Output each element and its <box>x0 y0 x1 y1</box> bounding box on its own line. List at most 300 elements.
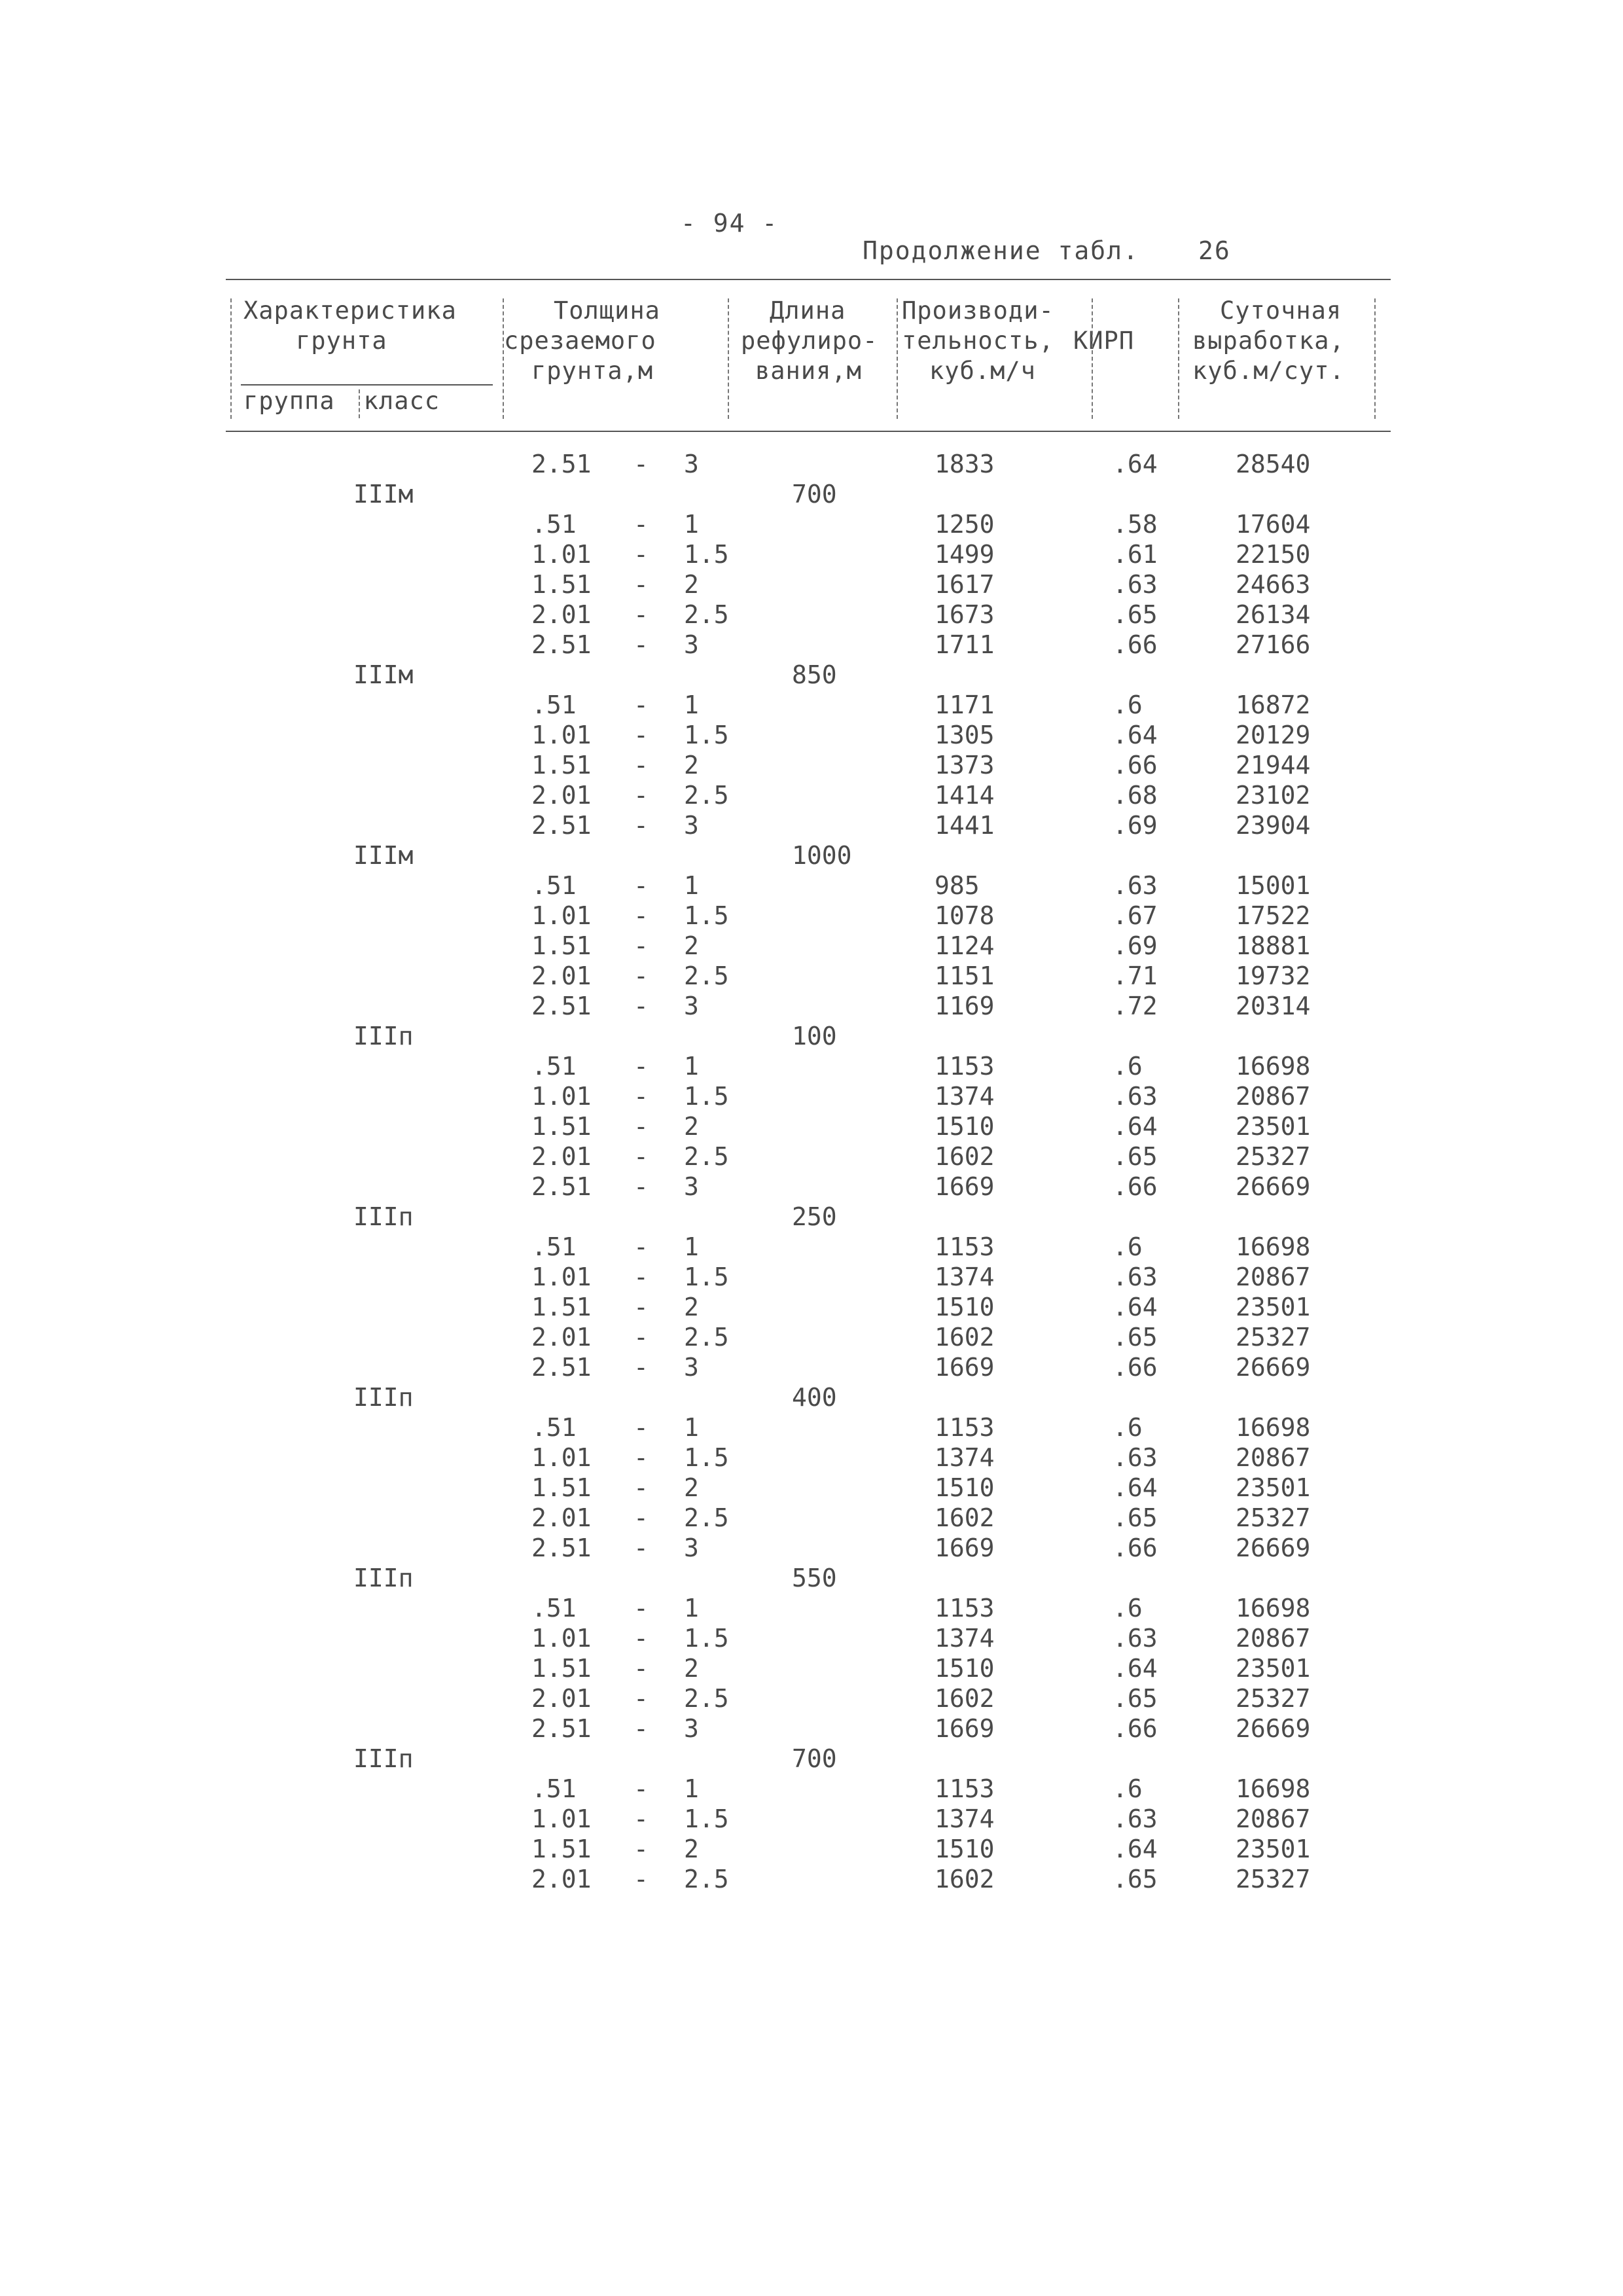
productivity-cell: 1153 <box>935 1052 995 1081</box>
table-number: 26 <box>1198 236 1231 265</box>
thickness-to-cell: 2 <box>684 1293 699 1321</box>
thickness-dash: - <box>633 1804 649 1833</box>
thickness-dash: - <box>633 811 649 840</box>
table-section-row <box>0 1744 1623 1774</box>
header-thickness-line2: срезаемого <box>504 327 656 355</box>
productivity-cell: 1669 <box>935 1353 995 1382</box>
kirp-cell: .66 <box>1113 1172 1158 1201</box>
kirp-cell: .64 <box>1113 450 1158 478</box>
thickness-from-cell: 2.51 <box>531 1534 592 1562</box>
pipeline-length-cell: 250 <box>792 1202 837 1231</box>
thickness-to-cell: 2.5 <box>684 1323 729 1352</box>
productivity-cell: 1673 <box>935 600 995 629</box>
thickness-dash: - <box>633 1112 649 1141</box>
thickness-to-cell: 1.5 <box>684 1624 729 1653</box>
productivity-cell: 1153 <box>935 1774 995 1803</box>
productivity-cell: 1669 <box>935 1714 995 1743</box>
thickness-dash: - <box>633 1323 649 1352</box>
table-top-rule <box>226 279 1391 280</box>
header-daily-output <box>1192 296 1345 386</box>
group-class-cell: IIIм <box>353 841 414 870</box>
thickness-from-cell: 2.51 <box>531 811 592 840</box>
productivity-cell: 1153 <box>935 1594 995 1623</box>
table-row <box>0 931 1623 961</box>
thickness-from-cell: 1.01 <box>531 721 592 749</box>
kirp-cell: .71 <box>1113 961 1158 990</box>
thickness-dash: - <box>633 450 649 478</box>
daily-output-cell: 16698 <box>1236 1594 1311 1623</box>
thickness-to-cell: 2.5 <box>684 1503 729 1532</box>
kirp-cell: .65 <box>1113 600 1158 629</box>
daily-output-cell: 20867 <box>1236 1263 1311 1291</box>
pipeline-length-cell: 550 <box>792 1564 837 1592</box>
thickness-to-cell: 2 <box>684 1654 699 1683</box>
table-header-bottom-rule <box>226 431 1391 432</box>
productivity-cell: 1078 <box>935 901 995 930</box>
table-row <box>0 690 1623 720</box>
daily-output-cell: 20867 <box>1236 1082 1311 1111</box>
productivity-cell: 1171 <box>935 691 995 719</box>
thickness-dash: - <box>633 901 649 930</box>
group-class-cell: IIIп <box>353 1383 414 1412</box>
thickness-to-cell: 2.5 <box>684 1865 729 1893</box>
kirp-cell: .64 <box>1113 1112 1158 1141</box>
table-row <box>0 991 1623 1021</box>
kirp-cell: .65 <box>1113 1684 1158 1713</box>
thickness-dash: - <box>633 1293 649 1321</box>
productivity-cell: 1124 <box>935 931 995 960</box>
thickness-dash: - <box>633 1594 649 1623</box>
table-row <box>0 600 1623 630</box>
productivity-cell: 1374 <box>935 1443 995 1472</box>
productivity-cell: 1602 <box>935 1503 995 1532</box>
thickness-from-cell: 2.01 <box>531 600 592 629</box>
thickness-from-cell: 1.51 <box>531 1835 592 1863</box>
kirp-cell: .65 <box>1113 1323 1158 1352</box>
header-daily-line3: куб.м/сут. <box>1192 357 1345 385</box>
kirp-cell: .69 <box>1113 811 1158 840</box>
productivity-cell: 1711 <box>935 630 995 659</box>
productivity-cell: 1441 <box>935 811 995 840</box>
daily-output-cell: 27166 <box>1236 630 1311 659</box>
kirp-cell: .68 <box>1113 781 1158 810</box>
table-body <box>0 449 1623 1894</box>
header-productivity-line3: куб.м/ч <box>929 357 1036 385</box>
productivity-cell: 1669 <box>935 1172 995 1201</box>
header-group: группа <box>243 387 335 415</box>
kirp-cell: .66 <box>1113 1534 1158 1562</box>
group-class-cell: IIIм <box>353 660 414 689</box>
header-separator <box>1374 298 1376 419</box>
header-productivity <box>902 296 1054 386</box>
pipeline-length-cell: 400 <box>792 1383 837 1412</box>
kirp-cell: .72 <box>1113 992 1158 1020</box>
daily-output-cell: 25327 <box>1236 1684 1311 1713</box>
thickness-dash: - <box>633 1263 649 1291</box>
kirp-cell: .63 <box>1113 1804 1158 1833</box>
kirp-cell: .63 <box>1113 871 1158 900</box>
daily-output-cell: 25327 <box>1236 1503 1311 1532</box>
table-row <box>0 810 1623 840</box>
header-separator <box>728 298 729 419</box>
kirp-cell: .69 <box>1113 931 1158 960</box>
kirp-cell: .61 <box>1113 540 1158 569</box>
thickness-to-cell: 2 <box>684 570 699 599</box>
thickness-to-cell: 1.5 <box>684 1082 729 1111</box>
header-thickness-line3: грунта,м <box>531 357 654 385</box>
table-row <box>0 780 1623 810</box>
table-section-row <box>0 479 1623 509</box>
thickness-dash: - <box>633 751 649 780</box>
kirp-cell: .64 <box>1113 1293 1158 1321</box>
kirp-cell: .6 <box>1113 1232 1143 1261</box>
daily-output-cell: 23501 <box>1236 1835 1311 1863</box>
header-separator <box>1092 298 1093 419</box>
table-row <box>0 750 1623 780</box>
thickness-from-cell: 2.51 <box>531 630 592 659</box>
productivity-cell: 1151 <box>935 961 995 990</box>
thickness-from-cell: 1.51 <box>531 931 592 960</box>
table-row <box>0 1232 1623 1262</box>
daily-output-cell: 20129 <box>1236 721 1311 749</box>
header-length-line3: вания,м <box>755 357 862 385</box>
kirp-cell: .64 <box>1113 1835 1158 1863</box>
table-row <box>0 1864 1623 1894</box>
table-row <box>0 1412 1623 1443</box>
daily-output-cell: 25327 <box>1236 1865 1311 1893</box>
thickness-dash: - <box>633 992 649 1020</box>
daily-output-cell: 26669 <box>1236 1534 1311 1562</box>
thickness-from-cell: 1.01 <box>531 901 592 930</box>
table-section-row <box>0 1202 1623 1232</box>
thickness-dash: - <box>633 1473 649 1502</box>
header-separator <box>230 298 232 419</box>
thickness-from-cell: .51 <box>531 691 577 719</box>
thickness-to-cell: 1.5 <box>684 901 729 930</box>
thickness-dash: - <box>633 570 649 599</box>
thickness-from-cell: 1.51 <box>531 751 592 780</box>
thickness-to-cell: 1.5 <box>684 1804 729 1833</box>
productivity-cell: 1499 <box>935 540 995 569</box>
header-daily-line1: Суточная <box>1220 296 1342 325</box>
thickness-to-cell: 1 <box>684 871 699 900</box>
daily-output-cell: 23102 <box>1236 781 1311 810</box>
header-subcolumns <box>243 386 457 416</box>
thickness-dash: - <box>633 1082 649 1111</box>
daily-output-cell: 17604 <box>1236 510 1311 539</box>
productivity-cell: 1374 <box>935 1082 995 1111</box>
header-characteristic-line1: Характеристика <box>243 296 457 325</box>
daily-output-cell: 26669 <box>1236 1714 1311 1743</box>
thickness-dash: - <box>633 1684 649 1713</box>
table-row <box>0 1322 1623 1352</box>
daily-output-cell: 19732 <box>1236 961 1311 990</box>
thickness-from-cell: 2.01 <box>531 1323 592 1352</box>
thickness-from-cell: 1.51 <box>531 1112 592 1141</box>
table-row <box>0 961 1623 991</box>
page-number: - 94 - <box>681 209 779 238</box>
thickness-to-cell: 1 <box>684 510 699 539</box>
thickness-from-cell: .51 <box>531 871 577 900</box>
daily-output-cell: 21944 <box>1236 751 1311 780</box>
thickness-to-cell: 3 <box>684 811 699 840</box>
daily-output-cell: 26134 <box>1236 600 1311 629</box>
header-productivity-line1: Производи- <box>902 296 1054 325</box>
table-row <box>0 1683 1623 1713</box>
thickness-to-cell: 2 <box>684 1112 699 1141</box>
thickness-dash: - <box>633 1172 649 1201</box>
thickness-dash: - <box>633 1503 649 1532</box>
thickness-to-cell: 1.5 <box>684 540 729 569</box>
productivity-cell: 1374 <box>935 1263 995 1291</box>
thickness-to-cell: 1 <box>684 691 699 719</box>
daily-output-cell: 25327 <box>1236 1323 1311 1352</box>
productivity-cell: 1602 <box>935 1865 995 1893</box>
productivity-cell: 1510 <box>935 1112 995 1141</box>
table-row <box>0 1473 1623 1503</box>
table-row <box>0 1503 1623 1533</box>
kirp-cell: .63 <box>1113 1263 1158 1291</box>
thickness-from-cell: 2.51 <box>531 450 592 478</box>
thickness-dash: - <box>633 1353 649 1382</box>
productivity-cell: 1169 <box>935 992 995 1020</box>
thickness-to-cell: 2 <box>684 1835 699 1863</box>
daily-output-cell: 26669 <box>1236 1172 1311 1201</box>
thickness-from-cell: 1.01 <box>531 540 592 569</box>
thickness-to-cell: 3 <box>684 992 699 1020</box>
pipeline-length-cell: 1000 <box>792 841 852 870</box>
thickness-to-cell: 3 <box>684 630 699 659</box>
header-length <box>741 296 878 386</box>
continuation-label: Продолжение табл. <box>863 236 1139 265</box>
productivity-cell: 1510 <box>935 1293 995 1321</box>
table-row <box>0 1653 1623 1683</box>
group-class-cell: IIIп <box>353 1744 414 1773</box>
thickness-to-cell: 2.5 <box>684 781 729 810</box>
productivity-cell: 1250 <box>935 510 995 539</box>
table-row <box>0 1081 1623 1111</box>
table-row <box>0 1593 1623 1623</box>
kirp-cell: .63 <box>1113 1443 1158 1472</box>
thickness-to-cell: 2.5 <box>684 961 729 990</box>
daily-output-cell: 15001 <box>1236 871 1311 900</box>
thickness-to-cell: 2 <box>684 751 699 780</box>
daily-output-cell: 26669 <box>1236 1353 1311 1382</box>
table-row <box>0 1834 1623 1864</box>
table-section-row <box>0 660 1623 690</box>
kirp-cell: .63 <box>1113 570 1158 599</box>
productivity-cell: 1305 <box>935 721 995 749</box>
table-row <box>0 1111 1623 1141</box>
group-class-cell: IIIп <box>353 1022 414 1050</box>
thickness-from-cell: 2.01 <box>531 961 592 990</box>
thickness-dash: - <box>633 1654 649 1683</box>
table-section-row <box>0 1021 1623 1051</box>
thickness-to-cell: 1 <box>684 1774 699 1803</box>
thickness-dash: - <box>633 1835 649 1863</box>
thickness-to-cell: 3 <box>684 450 699 478</box>
thickness-from-cell: .51 <box>531 1774 577 1803</box>
table-row <box>0 1292 1623 1322</box>
productivity-cell: 1373 <box>935 751 995 780</box>
table-row <box>0 1774 1623 1804</box>
daily-output-cell: 23501 <box>1236 1473 1311 1502</box>
header-subseparator <box>359 389 360 418</box>
thickness-dash: - <box>633 1774 649 1803</box>
productivity-cell: 1510 <box>935 1473 995 1502</box>
table-row <box>0 569 1623 600</box>
daily-output-cell: 20867 <box>1236 1443 1311 1472</box>
thickness-from-cell: 1.01 <box>531 1082 592 1111</box>
productivity-cell: 1617 <box>935 570 995 599</box>
thickness-from-cell: 1.51 <box>531 1293 592 1321</box>
kirp-cell: .65 <box>1113 1865 1158 1893</box>
thickness-dash: - <box>633 1052 649 1081</box>
thickness-dash: - <box>633 510 649 539</box>
table-row <box>0 1172 1623 1202</box>
thickness-to-cell: 1 <box>684 1594 699 1623</box>
table-row <box>0 1713 1623 1744</box>
daily-output-cell: 16698 <box>1236 1413 1311 1442</box>
thickness-to-cell: 3 <box>684 1534 699 1562</box>
table-row <box>0 1623 1623 1653</box>
thickness-to-cell: 2 <box>684 931 699 960</box>
kirp-cell: .66 <box>1113 1353 1158 1382</box>
kirp-cell: .67 <box>1113 901 1158 930</box>
kirp-cell: .66 <box>1113 1714 1158 1743</box>
thickness-from-cell: .51 <box>531 1594 577 1623</box>
daily-output-cell: 24663 <box>1236 570 1311 599</box>
thickness-to-cell: 3 <box>684 1714 699 1743</box>
thickness-to-cell: 1 <box>684 1413 699 1442</box>
thickness-from-cell: 1.01 <box>531 1263 592 1291</box>
table-row <box>0 539 1623 569</box>
productivity-cell: 1602 <box>935 1684 995 1713</box>
thickness-to-cell: 2.5 <box>684 1684 729 1713</box>
thickness-dash: - <box>633 931 649 960</box>
thickness-dash: - <box>633 630 649 659</box>
thickness-from-cell: .51 <box>531 510 577 539</box>
group-class-cell: IIIп <box>353 1202 414 1231</box>
table-row <box>0 870 1623 901</box>
thickness-from-cell: .51 <box>531 1052 577 1081</box>
thickness-dash: - <box>633 600 649 629</box>
thickness-to-cell: 3 <box>684 1353 699 1382</box>
pipeline-length-cell: 700 <box>792 480 837 509</box>
daily-output-cell: 16698 <box>1236 1052 1311 1081</box>
kirp-cell: .64 <box>1113 1473 1158 1502</box>
thickness-dash: - <box>633 781 649 810</box>
thickness-from-cell: 2.51 <box>531 1172 592 1201</box>
productivity-cell: 1153 <box>935 1413 995 1442</box>
thickness-to-cell: 2.5 <box>684 1142 729 1171</box>
thickness-from-cell: 2.01 <box>531 1142 592 1171</box>
table-continuation-caption <box>863 236 1231 266</box>
thickness-from-cell: 2.51 <box>531 1353 592 1382</box>
table-row <box>0 720 1623 750</box>
thickness-dash: - <box>633 961 649 990</box>
daily-output-cell: 16872 <box>1236 691 1311 719</box>
thickness-from-cell: 1.51 <box>531 1654 592 1683</box>
daily-output-cell: 23501 <box>1236 1112 1311 1141</box>
kirp-cell: .64 <box>1113 1654 1158 1683</box>
thickness-dash: - <box>633 1624 649 1653</box>
thickness-dash: - <box>633 1714 649 1743</box>
kirp-cell: .65 <box>1113 1503 1158 1532</box>
thickness-dash: - <box>633 540 649 569</box>
thickness-to-cell: 1 <box>684 1052 699 1081</box>
header-class: класс <box>363 387 440 415</box>
kirp-cell: .6 <box>1113 1413 1143 1442</box>
group-class-cell: IIIп <box>353 1564 414 1592</box>
header-kirp-label: КИРП <box>1073 327 1135 355</box>
thickness-from-cell: 2.01 <box>531 1865 592 1893</box>
kirp-cell: .6 <box>1113 691 1143 719</box>
thickness-from-cell: 2.01 <box>531 1503 592 1532</box>
kirp-cell: .63 <box>1113 1082 1158 1111</box>
kirp-cell: .63 <box>1113 1624 1158 1653</box>
thickness-from-cell: 1.51 <box>531 1473 592 1502</box>
productivity-cell: 1833 <box>935 450 995 478</box>
table-row <box>0 1533 1623 1563</box>
pipeline-length-cell: 850 <box>792 660 837 689</box>
thickness-from-cell: .51 <box>531 1232 577 1261</box>
table-row <box>0 449 1623 479</box>
header-sub-rule <box>241 384 493 386</box>
table-row <box>0 1262 1623 1292</box>
header-separator <box>503 298 504 419</box>
table-row <box>0 1352 1623 1382</box>
daily-output-cell: 18881 <box>1236 931 1311 960</box>
thickness-dash: - <box>633 1443 649 1472</box>
kirp-cell: .58 <box>1113 510 1158 539</box>
thickness-to-cell: 1.5 <box>684 1263 729 1291</box>
thickness-to-cell: 2 <box>684 1473 699 1502</box>
table-section-row <box>0 1382 1623 1412</box>
thickness-dash: - <box>633 871 649 900</box>
thickness-dash: - <box>633 1142 649 1171</box>
table-row <box>0 1804 1623 1834</box>
daily-output-cell: 23904 <box>1236 811 1311 840</box>
thickness-from-cell: 1.01 <box>531 1624 592 1653</box>
header-daily-line2: выработка, <box>1192 327 1345 355</box>
kirp-cell: .6 <box>1113 1052 1143 1081</box>
thickness-dash: - <box>633 1232 649 1261</box>
thickness-dash: - <box>633 1413 649 1442</box>
thickness-to-cell: 1.5 <box>684 721 729 749</box>
kirp-cell: .66 <box>1113 630 1158 659</box>
kirp-cell: .66 <box>1113 751 1158 780</box>
daily-output-cell: 20314 <box>1236 992 1311 1020</box>
table-section-row <box>0 1563 1623 1593</box>
table-row <box>0 630 1623 660</box>
daily-output-cell: 20867 <box>1236 1804 1311 1833</box>
kirp-cell: .65 <box>1113 1142 1158 1171</box>
header-productivity-line2: тельность, <box>902 327 1054 355</box>
productivity-cell: 1669 <box>935 1534 995 1562</box>
kirp-cell: .6 <box>1113 1594 1143 1623</box>
thickness-from-cell: 1.01 <box>531 1804 592 1833</box>
thickness-from-cell: 2.51 <box>531 992 592 1020</box>
daily-output-cell: 22150 <box>1236 540 1311 569</box>
group-class-cell: IIIм <box>353 480 414 509</box>
daily-output-cell: 16698 <box>1236 1232 1311 1261</box>
productivity-cell: 1153 <box>935 1232 995 1261</box>
productivity-cell: 1510 <box>935 1654 995 1683</box>
header-characteristic-line2: грунта <box>296 327 387 355</box>
thickness-to-cell: 3 <box>684 1172 699 1201</box>
table-row <box>0 1443 1623 1473</box>
